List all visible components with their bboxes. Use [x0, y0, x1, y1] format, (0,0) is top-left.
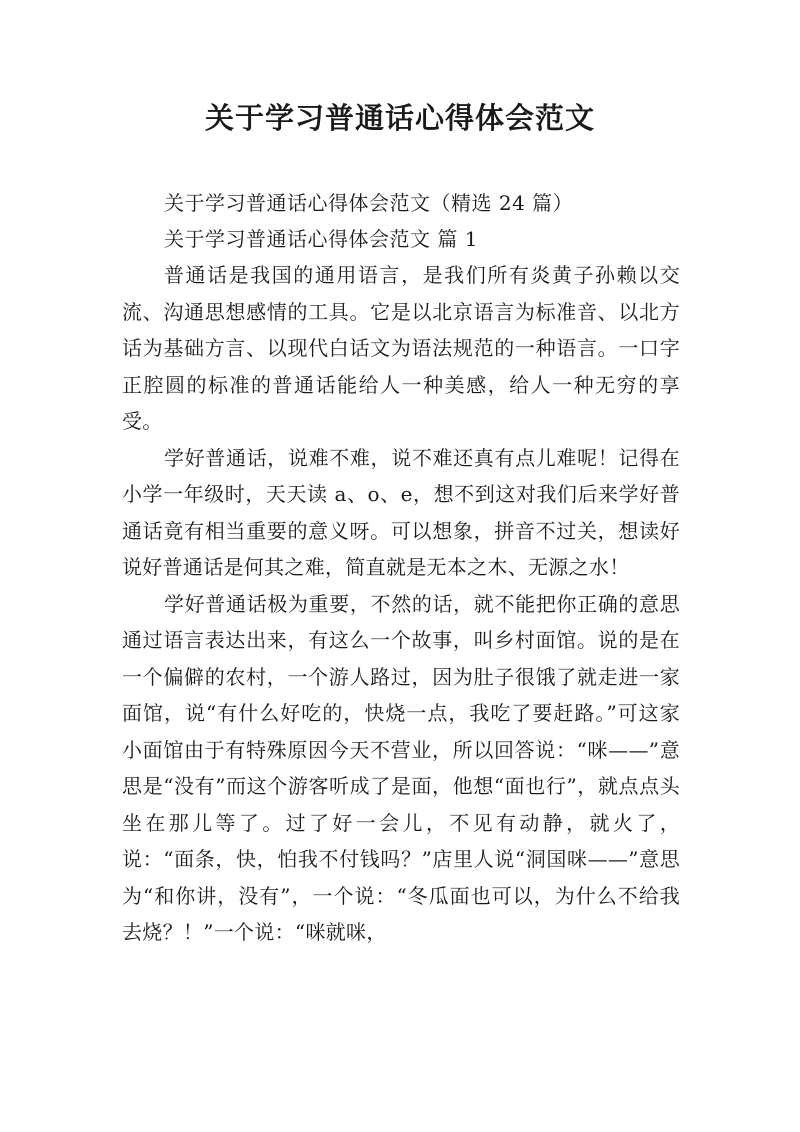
- document-subtitle: 关于学习普通话心得体会范文（精选 24 篇）: [164, 191, 574, 215]
- section-heading: 关于学习普通话心得体会范文 篇 1: [164, 227, 478, 251]
- paragraph-2: 学好普通话，说难不难，说不难还真有点儿难呢！记得在小学一年级时，天天读 a、o、e，想不到这对我们后来学好普通话竟有相当重要的意义呀。可以想象，拼音不过关，想读好说好普通话是何其之难，简直就是无本之木、无源之水！: [122, 445, 680, 579]
- document-title: 关于学习普通话心得体会范文: [204, 101, 595, 135]
- paragraph-1: 普通话是我国的通用语言，是我们所有炎黄子孙赖以交流、沟通思想感情的工具。它是以北京语言为标准音、以北方话为基础方言、以现代白话文为语法规范的一种语言。一口字正腔圆的标准的普通话能给人一种美感，给人一种无穷的享受。: [122, 263, 680, 433]
- paragraph-3: 学好普通话极为重要，不然的话，就不能把你正确的意思通过语言表达出来，有这么一个故事，叫乡村面馆。说的是在一个偏僻的农村，一个游人路过，因为肚子很饿了就走进一家面馆，说“有什么好吃的，快烧一点，我吃了要赶路。”可这家小面馆由于有特殊原因今天不营业，所以回答说：“咪——”意思是“没有”而这个游客听成了是面，他想“面也行”，就点点头坐在那儿等了。过了好一会儿，不见有动静，就火了，说：“面条，快，怕我不付钱吗？”店里人说“洞国咪——”意思为“和你讲，没有”，一个说：“冬瓜面也可以，为什么不给我去烧？！”一个说：“咪就咪，: [122, 591, 680, 944]
- document-body: [122, 185, 680, 951]
